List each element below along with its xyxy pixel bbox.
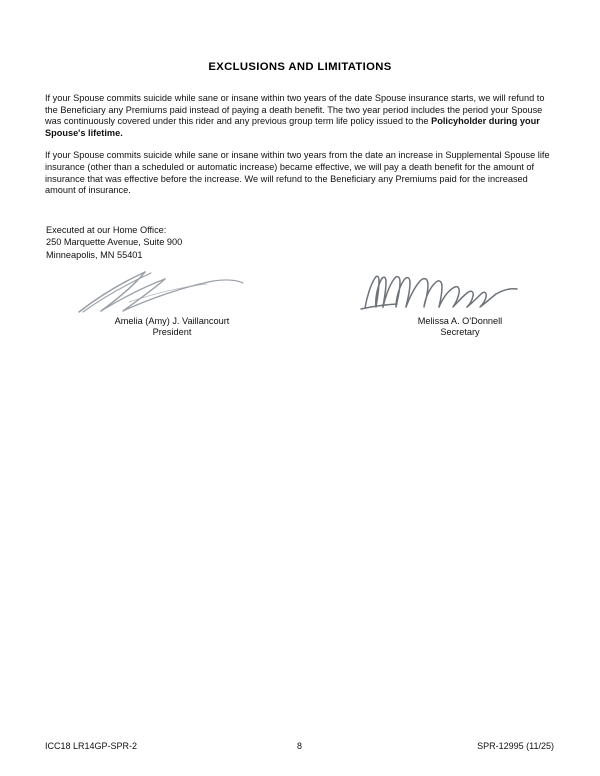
- footer-document-code: SPR-12995 (11/25): [477, 741, 554, 751]
- home-office-city-state-zip: Minneapolis, MN 55401: [46, 249, 143, 260]
- body-content: [45, 93, 554, 208]
- handwritten-signature-mark: [345, 268, 575, 316]
- home-office-street: 250 Marquette Avenue, Suite 900: [46, 237, 183, 248]
- executed-at-label: Executed at our Home Office:: [46, 225, 167, 235]
- paragraph-suicide-clause: [45, 93, 554, 139]
- page-footer: [45, 741, 554, 755]
- signatory-name: Melissa A. O'Donnell: [417, 316, 503, 326]
- footer-form-number: ICC18 LR14GP-SPR-2: [45, 741, 138, 751]
- signatory-role: Secretary: [440, 327, 480, 338]
- handwritten-signature-mark: [57, 268, 287, 316]
- signature-block-secretary: [345, 268, 575, 348]
- signatory-role: President: [152, 327, 192, 338]
- footer-page-number: 8: [296, 741, 302, 751]
- signatory-labels: [57, 316, 287, 339]
- signatory-name: Amelia (Amy) J. Vaillancourt: [114, 316, 230, 326]
- paragraph-text: If your Spouse commits suicide while sane or insane within two years from the date an increase in Supplemental Spouse life insurance (other than a scheduled or automatic increase) became effective, we will pay a death benefit for the amount of insurance that was effective before the increase. We will refund to the Beneficiary any Premiums paid for the increased amount of insurance.: [45, 150, 550, 196]
- paragraph-increase-clause: [45, 150, 554, 196]
- signature-block-president: [57, 268, 287, 348]
- signature-area: [45, 268, 555, 348]
- execution-block: [46, 224, 346, 261]
- paragraph-text: If your Spouse commits suicide while sane or insane within two years of the date Spouse insurance starts, we will refund to the Beneficiary any Premiums paid instead of paying a death benefit. The two year period includes the period your Spouse was continuously covered under this rider and any previous group term life policy issued to the: [45, 93, 545, 127]
- signatory-labels: [345, 316, 575, 339]
- paragraph-emphasis: Policyholder during your Spouse's lifetime.: [45, 116, 540, 138]
- page-title: EXCLUSIONS AND LIMITATIONS: [208, 61, 392, 73]
